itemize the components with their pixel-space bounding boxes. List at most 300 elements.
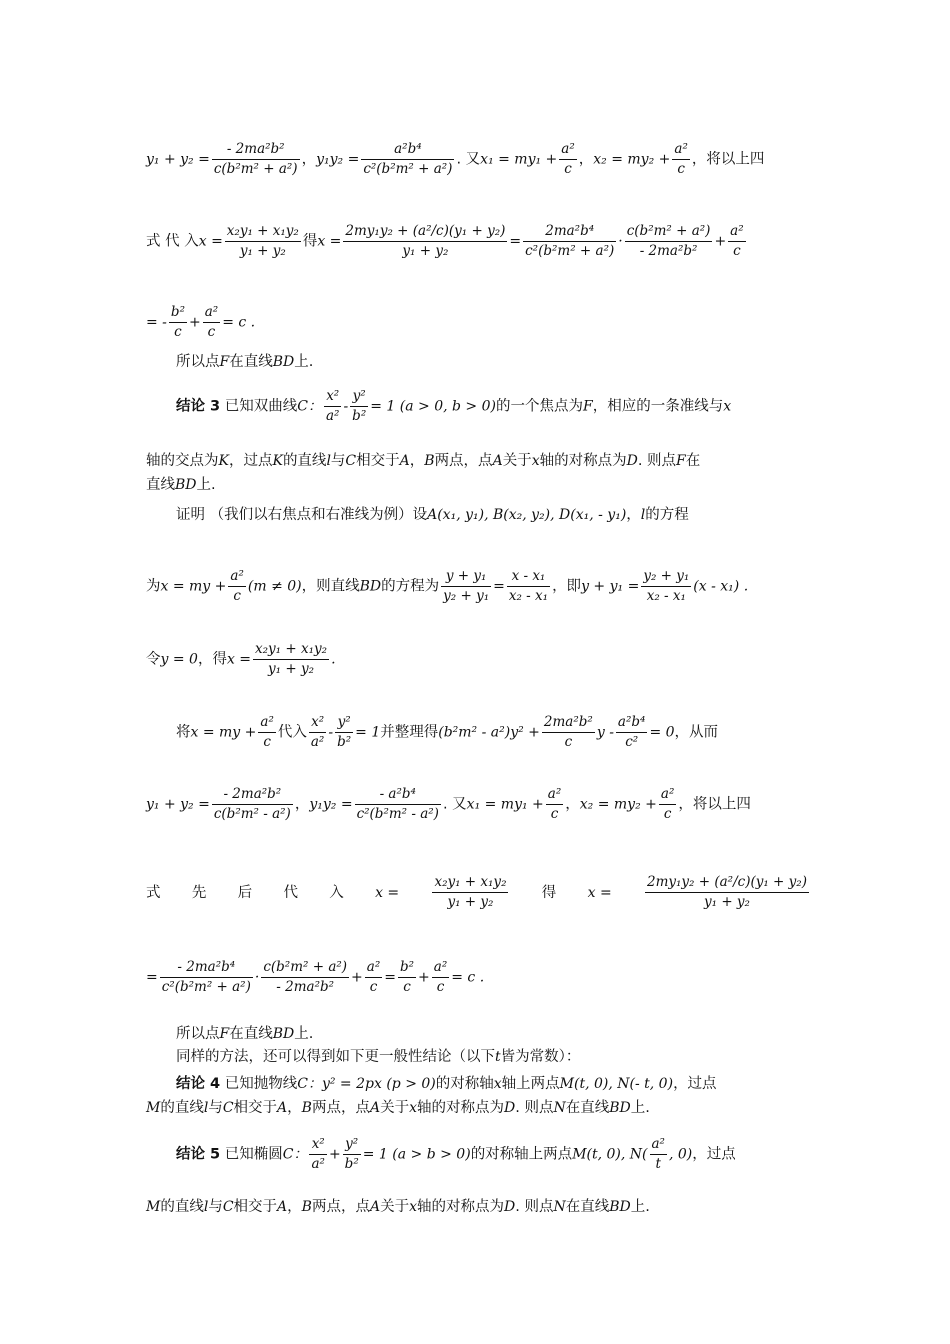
fraction xyxy=(728,222,745,261)
body-text: 关于 xyxy=(502,453,532,469)
fraction xyxy=(432,873,508,912)
math-expression: (b²m² - a²)y² + xyxy=(438,724,540,741)
math-expression: + xyxy=(714,233,727,250)
fraction-numerator: x² xyxy=(309,713,326,733)
math-expression: y + y₁ = xyxy=(581,578,640,595)
body-text: ，则直线 xyxy=(301,578,360,595)
body-text: 在直线 xyxy=(565,1199,610,1215)
body-text: 得 xyxy=(541,884,557,901)
math-expression: l xyxy=(203,1199,209,1215)
body-text: ， xyxy=(565,796,580,813)
math-expression: N xyxy=(553,1199,566,1215)
fraction xyxy=(335,713,353,752)
fraction-denominator: c xyxy=(233,588,241,604)
math-expression: - xyxy=(328,724,334,741)
math-expression: BD xyxy=(175,477,197,493)
math-expression: = xyxy=(146,969,158,986)
fraction-denominator: y₁ + y₂ xyxy=(239,243,286,259)
fraction xyxy=(261,958,349,997)
body-text: ，过点 xyxy=(692,1146,736,1163)
fraction xyxy=(361,140,454,179)
fraction xyxy=(507,567,550,606)
math-expression: x = xyxy=(198,233,223,250)
body-text: 在 xyxy=(685,453,701,469)
body-text: 已知抛物线 xyxy=(220,1076,298,1092)
fraction-denominator: a² xyxy=(310,734,325,750)
math-expression: C xyxy=(222,1199,234,1215)
fraction-numerator: x₂y₁ + x₁y₂ xyxy=(225,222,301,242)
fraction-denominator: t xyxy=(655,1156,661,1172)
fraction-denominator: c xyxy=(550,806,559,822)
body-text: ， xyxy=(409,453,425,469)
fraction xyxy=(160,958,253,997)
fraction-numerator: a²b⁴ xyxy=(361,140,454,160)
fraction-denominator: y₁ + y₂ xyxy=(402,243,449,259)
fraction-numerator: a² xyxy=(546,785,563,805)
fraction-denominator: y₂ + y₁ xyxy=(443,588,490,604)
fraction-denominator: a² xyxy=(325,408,340,424)
body-text: 令 xyxy=(146,651,161,668)
body-text: 入 xyxy=(329,884,344,901)
text-line xyxy=(146,222,811,261)
body-text: ，过点 xyxy=(228,453,273,469)
math-expression: M xyxy=(146,1100,161,1116)
math-expression: x₂ = my₂ + xyxy=(593,151,671,168)
math-expression: A xyxy=(277,1199,288,1215)
math-expression: x = xyxy=(317,233,342,250)
text-line xyxy=(176,1135,811,1174)
body-text: 两点，点 xyxy=(311,1100,370,1116)
math-expression: x xyxy=(723,398,732,415)
math-expression: y₁y₂ = xyxy=(316,151,360,168)
body-text: 的直线 xyxy=(282,453,327,469)
fraction-denominator: b² xyxy=(344,1156,359,1172)
fraction xyxy=(641,567,691,606)
fraction xyxy=(225,222,301,261)
body-text: 代 xyxy=(283,884,298,901)
fraction xyxy=(343,1135,361,1174)
body-text: 关于 xyxy=(380,1199,410,1215)
math-expression: F xyxy=(582,398,593,415)
math-expression: x = xyxy=(375,884,400,901)
text-line xyxy=(176,1073,811,1094)
fraction-denominator: c xyxy=(677,161,685,177)
fraction-denominator: c(b²m² - a²) xyxy=(213,806,291,822)
body-text: 相交于 xyxy=(356,453,400,469)
math-expression: C：y² = 2px (p > 0) xyxy=(297,1076,436,1092)
math-expression: B xyxy=(301,1199,312,1215)
body-text: 在直线 xyxy=(229,1026,273,1042)
body-text: 上. xyxy=(294,354,314,370)
math-expression: + xyxy=(351,969,363,986)
body-text: ，得 xyxy=(197,651,227,668)
fraction-denominator: c xyxy=(733,243,741,259)
math-expression: x = my + xyxy=(190,724,257,741)
body-text: 与 xyxy=(330,453,346,469)
math-expression: A xyxy=(369,1199,381,1215)
fraction xyxy=(203,303,220,342)
text-line xyxy=(146,785,811,824)
fraction-numerator: a² xyxy=(365,958,382,978)
fraction-numerator: a² xyxy=(228,567,245,587)
body-text: ， xyxy=(301,151,317,168)
body-text: . 则点 xyxy=(637,453,677,469)
math-expression: M(t, 0), N(- t, 0) xyxy=(559,1076,674,1092)
math-expression: K xyxy=(218,453,229,469)
math-expression: = 1 (a > 0, b > 0) xyxy=(370,398,496,415)
math-expression: x₁ = my₁ + xyxy=(480,151,558,168)
math-expression: BD xyxy=(609,1100,631,1116)
conclusion-heading: 结论 5 xyxy=(176,1146,221,1163)
math-expression: = xyxy=(384,969,396,986)
fraction-denominator: y₁ + y₂ xyxy=(704,894,750,910)
fraction-denominator: b² xyxy=(352,408,367,424)
text-line xyxy=(176,1023,811,1044)
body-text: 得 xyxy=(302,233,318,250)
fraction-denominator: x₂ - x₁ xyxy=(508,588,549,604)
body-text: 相交于 xyxy=(233,1199,278,1215)
fraction-numerator: a² xyxy=(659,785,676,805)
fraction-numerator: 2ma²b⁴ xyxy=(523,222,616,242)
fraction-numerator: a² xyxy=(559,140,576,160)
body-text: ， xyxy=(294,796,310,813)
math-expression: BD xyxy=(272,354,295,370)
fraction xyxy=(546,785,563,824)
math-expression: l xyxy=(640,507,646,523)
math-expression: N xyxy=(553,1100,566,1116)
body-text: 轴的对称点为 xyxy=(539,453,627,469)
fraction xyxy=(169,303,187,342)
math-expression: C： xyxy=(282,1146,308,1163)
math-expression: B xyxy=(301,1100,312,1116)
fraction xyxy=(432,958,449,997)
fraction xyxy=(559,140,576,179)
fraction-denominator: c² xyxy=(625,734,639,750)
body-text: 两点，点 xyxy=(311,1199,370,1215)
body-text: 上. xyxy=(294,1026,314,1042)
fraction-numerator: y + y₁ xyxy=(441,567,491,587)
math-expression: BD xyxy=(272,1026,295,1042)
fraction xyxy=(616,713,648,752)
body-text: 的方程为 xyxy=(381,578,440,595)
fraction xyxy=(672,140,689,179)
fraction-numerator: y² xyxy=(335,713,353,733)
fraction-denominator: c xyxy=(207,324,216,340)
math-expression: = xyxy=(493,578,505,595)
fraction xyxy=(625,222,713,261)
fraction-denominator: c xyxy=(174,324,182,340)
math-expression: M(t, 0), N( xyxy=(572,1146,648,1163)
math-expression: F xyxy=(676,453,686,469)
conclusion-heading: 结论 4 xyxy=(176,1076,221,1092)
math-expression: = c . xyxy=(222,314,256,331)
body-text: 已知椭圆 xyxy=(220,1146,283,1163)
body-text: 并整理得 xyxy=(380,724,439,741)
math-expression: (x - x₁) . xyxy=(693,578,749,595)
fraction-denominator: c xyxy=(564,161,572,177)
fraction-numerator: a² xyxy=(432,958,449,978)
math-expression: A(x₁, y₁), B(x₂, y₂), D(x₁, - y₁) xyxy=(427,507,627,523)
fraction-numerator: - 2ma²b⁴ xyxy=(160,958,253,978)
math-expression: C xyxy=(222,1100,234,1116)
body-text: 已知双曲线 xyxy=(220,398,298,415)
math-expression: B xyxy=(424,453,435,469)
fraction xyxy=(309,1135,326,1174)
fraction-numerator: b² xyxy=(169,303,187,323)
body-text: 同样的方法，还可以得到如下更一般性结论（以下 xyxy=(176,1049,495,1065)
math-expression: x xyxy=(409,1199,417,1215)
math-expression: l xyxy=(326,453,331,469)
fraction xyxy=(441,567,491,606)
fraction xyxy=(542,713,595,752)
body-text: 式 xyxy=(146,884,161,901)
body-text: ，相应的一条准线与 xyxy=(592,398,724,415)
body-text: 为 xyxy=(146,578,161,595)
body-text: 上. xyxy=(196,477,216,493)
fraction xyxy=(523,222,616,261)
math-expression: + xyxy=(328,1146,341,1163)
math-expression: = xyxy=(509,233,522,250)
text-line xyxy=(146,640,811,679)
text-line xyxy=(146,567,811,606)
fraction xyxy=(398,958,416,997)
fraction-numerator: b² xyxy=(398,958,416,978)
text-line xyxy=(146,873,811,912)
text-line xyxy=(176,351,811,372)
fraction-denominator: c²(b²m² + a²) xyxy=(525,243,615,259)
math-expression: A xyxy=(399,453,410,469)
fraction xyxy=(350,387,368,426)
math-expression: y - xyxy=(596,724,614,741)
fraction-numerator: a² xyxy=(650,1135,667,1155)
fraction-numerator: y² xyxy=(350,387,368,407)
fraction-denominator: c(b²m² + a²) xyxy=(213,161,298,177)
math-expression: = 0 xyxy=(649,724,675,741)
fraction-numerator: x₂y₁ + x₁y₂ xyxy=(432,873,508,893)
body-text: 与 xyxy=(208,1199,223,1215)
body-text: 先 xyxy=(191,884,207,901)
text-line xyxy=(146,474,811,495)
math-expression: M xyxy=(146,1199,161,1215)
body-text: 的直线 xyxy=(160,1100,204,1116)
text-line xyxy=(176,387,811,426)
body-text: 与 xyxy=(208,1100,223,1116)
body-text: 轴的交点为 xyxy=(146,453,219,469)
fraction xyxy=(324,387,341,426)
fraction xyxy=(659,785,676,824)
body-text: . 又 xyxy=(442,796,467,813)
body-text: 所以点 xyxy=(176,354,220,370)
fraction xyxy=(212,785,293,824)
fraction-numerator: - a²b⁴ xyxy=(355,785,441,805)
body-text: 所以点 xyxy=(176,1026,220,1042)
math-expression: x = xyxy=(226,651,252,668)
fraction-denominator: c²(b²m² + a²) xyxy=(161,979,251,995)
body-text: ， xyxy=(287,1199,302,1215)
fraction-denominator: c xyxy=(663,806,672,822)
body-text: 皆为常数）： xyxy=(500,1049,581,1065)
math-expression: · xyxy=(254,969,260,986)
body-text: ，将以上四 xyxy=(691,151,765,168)
fraction-numerator: x² xyxy=(324,387,341,407)
text-line xyxy=(146,303,811,342)
body-text: ，从而 xyxy=(674,724,719,741)
fraction-denominator: - 2ma²b² xyxy=(276,979,335,995)
fraction-denominator: c xyxy=(564,734,573,750)
fraction-denominator: x₂ - x₁ xyxy=(646,588,686,604)
body-text: 轴上两点 xyxy=(501,1076,560,1092)
fraction-denominator: c xyxy=(369,979,378,995)
conclusion-heading: 结论 3 xyxy=(176,398,221,415)
text-line xyxy=(146,1196,811,1217)
body-text: ，将以上四 xyxy=(678,796,751,813)
fraction-denominator: - 2ma²b² xyxy=(639,243,698,259)
math-expression: = 1 (a > b > 0) xyxy=(362,1146,471,1163)
math-expression: y₁ + y₂ = xyxy=(146,796,210,813)
math-expression: BD xyxy=(609,1199,631,1215)
fraction xyxy=(365,958,382,997)
fraction-numerator: y₂ + y₁ xyxy=(641,567,691,587)
math-expression: x = my + xyxy=(160,578,227,595)
math-expression: (m ≠ 0) xyxy=(247,578,302,595)
math-expression: BD xyxy=(359,578,382,595)
math-expression: C xyxy=(345,453,357,469)
math-expression: + xyxy=(188,314,201,331)
math-expression: l xyxy=(203,1100,209,1116)
math-expression: D xyxy=(626,453,638,469)
fraction-numerator: a² xyxy=(203,303,220,323)
math-expression: x₂ = my₂ + xyxy=(579,796,657,813)
math-expression: = - xyxy=(146,314,167,331)
body-text: 后 xyxy=(237,884,253,901)
math-expression: D xyxy=(504,1199,516,1215)
fraction xyxy=(253,640,329,679)
body-text: 将 xyxy=(176,724,191,741)
body-text: ， xyxy=(287,1100,302,1116)
body-text: 代入 xyxy=(277,724,307,741)
body-text: 在直线 xyxy=(229,354,273,370)
body-text: 的一个焦点为 xyxy=(495,398,583,415)
math-expression: y₁ + y₂ = xyxy=(146,151,210,168)
text-line xyxy=(146,140,811,179)
math-expression: y₁y₂ = xyxy=(309,796,353,813)
text-line xyxy=(146,1097,811,1118)
body-text: 的直线 xyxy=(160,1199,204,1215)
math-expression: A xyxy=(492,453,503,469)
text-line xyxy=(176,1046,811,1067)
body-text: ， xyxy=(626,507,641,523)
math-expression: - xyxy=(343,398,349,415)
fraction xyxy=(355,785,441,824)
math-expression: , 0) xyxy=(668,1146,693,1163)
math-expression: = c . xyxy=(451,969,485,986)
body-text: 的对称轴 xyxy=(435,1076,494,1092)
fraction xyxy=(650,1135,667,1174)
math-expression: t xyxy=(495,1049,501,1065)
math-expression: = 1 xyxy=(355,724,381,741)
body-text: . 则点 xyxy=(515,1199,554,1215)
math-expression: C： xyxy=(297,398,322,415)
math-expression: x xyxy=(493,1076,502,1092)
body-text: ，过点 xyxy=(673,1076,717,1092)
fraction xyxy=(645,873,809,912)
math-expression: x = xyxy=(587,884,612,901)
body-text: 直线 xyxy=(146,477,175,493)
body-text: 上. xyxy=(630,1100,650,1116)
body-text: 上. xyxy=(630,1199,650,1215)
fraction-numerator: a²b⁴ xyxy=(616,713,648,733)
text-line xyxy=(176,504,811,525)
fraction-numerator: c(b²m² + a²) xyxy=(261,958,349,978)
math-expression: D xyxy=(504,1100,516,1116)
fraction-numerator: x₂y₁ + x₁y₂ xyxy=(253,640,329,660)
math-expression: F xyxy=(219,354,230,370)
fraction xyxy=(343,222,507,261)
body-text: . 则点 xyxy=(515,1100,554,1116)
fraction-denominator: c xyxy=(263,734,271,750)
math-expression: · xyxy=(618,233,623,250)
fraction xyxy=(309,713,326,752)
math-expression: K xyxy=(272,453,283,469)
text-line xyxy=(146,450,811,471)
fraction-denominator: c xyxy=(436,979,445,995)
fraction-numerator: 2my₁y₂ + (a²/c)(y₁ + y₂) xyxy=(343,222,507,242)
fraction-numerator: 2my₁y₂ + (a²/c)(y₁ + y₂) xyxy=(645,873,809,893)
fraction-numerator: x - x₁ xyxy=(507,567,550,587)
body-text: 轴的对称点为 xyxy=(417,1199,504,1215)
fraction-denominator: c²(b²m² - a²) xyxy=(356,806,439,822)
fraction-denominator: a² xyxy=(311,1156,325,1172)
fraction-denominator: y₁ + y₂ xyxy=(268,661,315,677)
fraction-denominator: c xyxy=(403,979,411,995)
body-text: 在直线 xyxy=(565,1100,610,1116)
fraction-denominator: y₁ + y₂ xyxy=(447,894,494,910)
fraction-denominator: b² xyxy=(337,734,352,750)
math-expression: + xyxy=(418,969,430,986)
fraction-numerator: a² xyxy=(258,713,275,733)
math-expression: A xyxy=(369,1100,381,1116)
math-expression: x xyxy=(409,1100,417,1116)
fraction-numerator: - 2ma²b² xyxy=(212,785,293,805)
math-expression: F xyxy=(219,1026,230,1042)
fraction-denominator: c²(b²m² + a²) xyxy=(363,161,453,177)
body-text: 轴的对称点为 xyxy=(417,1100,504,1116)
body-text: 两点，点 xyxy=(434,453,493,469)
text-line xyxy=(146,958,811,997)
math-expression: x₁ = my₁ + xyxy=(466,796,544,813)
fraction-numerator: a² xyxy=(728,222,745,242)
body-text: 的对称轴上两点 xyxy=(470,1146,573,1163)
fraction xyxy=(258,713,275,752)
math-expression: y = 0 xyxy=(160,651,198,668)
text-line xyxy=(176,713,811,752)
fraction xyxy=(228,567,245,606)
fraction-numerator: - 2ma²b² xyxy=(212,140,300,160)
body-text: 证明 （我们以右焦点和右准线为例）设 xyxy=(176,507,428,523)
body-text: 相交于 xyxy=(233,1100,278,1116)
math-expression: A xyxy=(277,1100,288,1116)
body-text: 式 代 入 xyxy=(146,233,199,250)
fraction-numerator: c(b²m² + a²) xyxy=(625,222,713,242)
body-text: ， xyxy=(578,151,594,168)
fraction-numerator: y² xyxy=(343,1135,361,1155)
math-expression: x xyxy=(531,453,540,469)
body-text: 关于 xyxy=(380,1100,410,1116)
math-expression: . xyxy=(331,651,336,668)
body-text: ，即 xyxy=(552,578,582,595)
body-text: 的方程 xyxy=(645,507,689,523)
fraction-numerator: a² xyxy=(672,140,689,160)
